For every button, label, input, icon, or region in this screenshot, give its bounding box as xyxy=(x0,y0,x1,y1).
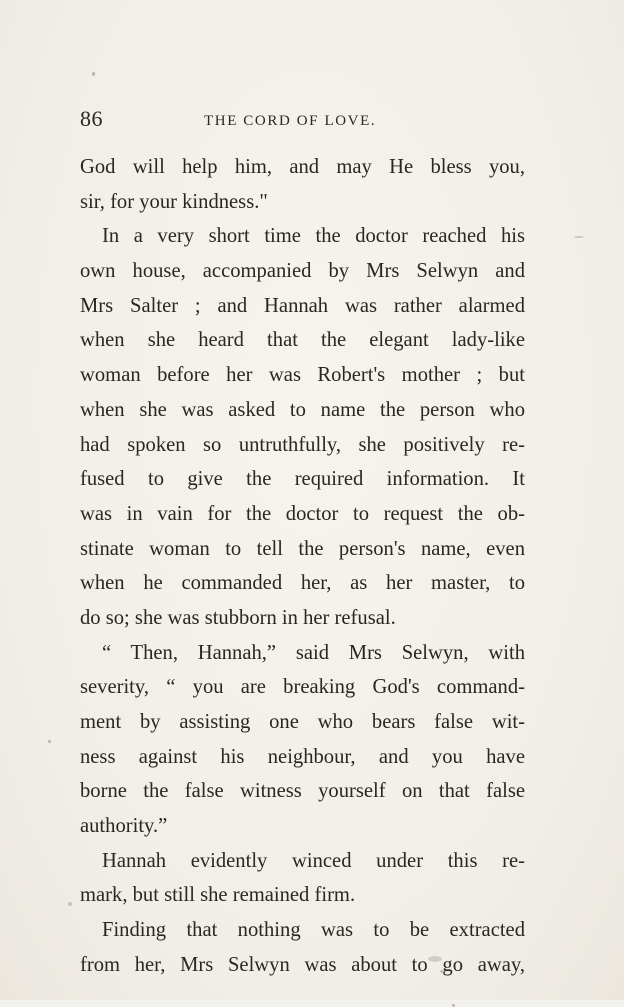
text-line: ment by assisting one who bears false wit- xyxy=(80,711,525,733)
text-line: “ Then, Hannah,” said Mrs Selwyn, with xyxy=(102,641,525,664)
text-line: stinate woman to tell the person's name, even xyxy=(80,537,525,560)
text-line: had spoken so untruthfully, she positively re- xyxy=(80,433,525,456)
text-line: from her, Mrs Selwyn was about to go away, xyxy=(80,953,525,976)
paper-speck xyxy=(48,740,51,743)
text-line: woman before her was Robert's mother ; but xyxy=(80,364,525,387)
text-line: Hannah evidently winced under this re- xyxy=(102,849,525,872)
text-line: In a very short time the doctor reached his xyxy=(102,225,525,248)
text-line: do so; she was stubborn in her refusal. xyxy=(80,606,396,629)
text-line: when she heard that the elegant lady-like xyxy=(80,329,525,352)
paper-speck xyxy=(68,902,72,906)
page-number: 86 xyxy=(80,106,103,131)
text-line: was in vain for the doctor to request the ob- xyxy=(80,502,525,525)
text-line: Mrs Salter ; and Hannah was rather alarmed xyxy=(80,294,525,317)
text-line: borne the false witness yourself on that false xyxy=(80,780,525,803)
text-line: when he commanded her, as her master, to xyxy=(80,572,525,595)
text-line: severity, “ you are breaking God's command- xyxy=(80,676,525,699)
text-line: authority.” xyxy=(80,815,168,838)
text-line: when she was asked to name the person who xyxy=(80,398,525,421)
paper-speck xyxy=(428,956,442,962)
text-line: sir, for your kindness." xyxy=(80,190,268,213)
text-line: Finding that nothing was to be extracted xyxy=(102,919,525,942)
paper-speck xyxy=(574,236,584,238)
text-line: own house, accompanied by Mrs Selwyn and xyxy=(80,260,525,283)
text-line: God will help him, and may He bless you, xyxy=(80,156,525,178)
text-line: fused to give the required information. It xyxy=(80,468,525,491)
running-title: THE CORD OF LOVE. xyxy=(204,113,377,129)
body-text xyxy=(80,150,525,983)
text-line: mark, but still she remained firm. xyxy=(80,884,356,907)
page-header xyxy=(80,104,520,134)
paper-speck xyxy=(440,970,444,973)
paper-speck xyxy=(92,72,95,76)
text-line: ness against his neighbour, and you have xyxy=(80,745,525,768)
